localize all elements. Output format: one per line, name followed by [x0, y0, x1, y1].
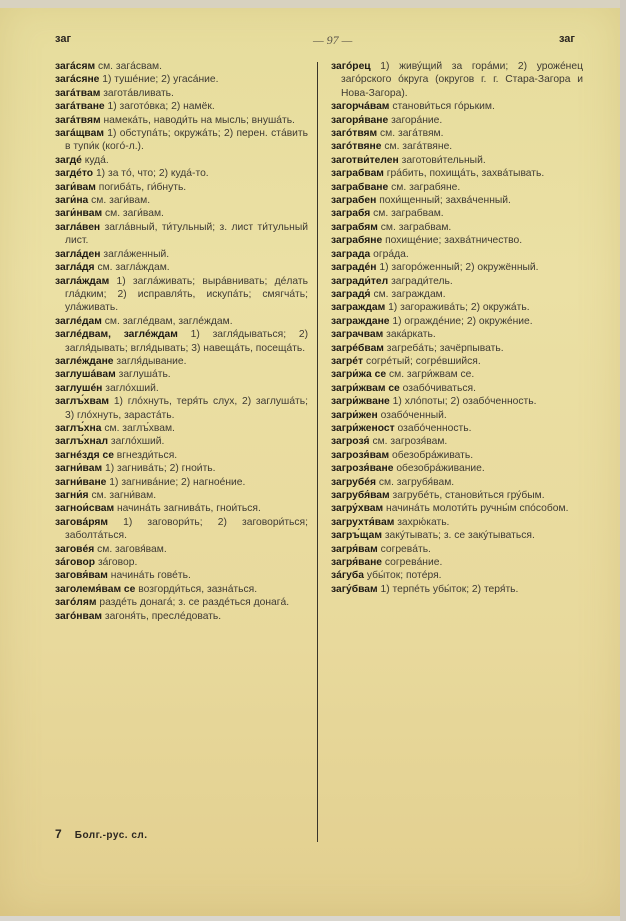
headword: заглéдвам, заглéждам: [55, 329, 178, 341]
headword: загрозя́: [331, 436, 370, 448]
dictionary-entry: [55, 315, 308, 328]
dictionary-entry: [55, 476, 308, 489]
dictionary-entry: [55, 167, 308, 180]
definition: станови́ться гóрьким.: [392, 101, 495, 113]
headword: загру́хвам: [331, 503, 384, 515]
running-header: [55, 33, 575, 51]
headword: заглушáвам: [55, 369, 116, 381]
headword: загнéздя се: [55, 449, 114, 461]
left-guide-word: заг: [55, 33, 72, 45]
dictionary-entry: [55, 583, 308, 596]
definition: заглушáть.: [118, 369, 171, 381]
headword: заглъ́хна: [55, 422, 102, 434]
headword: загри́женост: [331, 422, 395, 434]
dictionary-entry: [331, 502, 583, 515]
definition: заготови́тельный.: [401, 154, 486, 166]
dictionary-entry: [331, 355, 583, 368]
dictionary-entry: [55, 382, 308, 395]
headword: загри́жен: [331, 409, 378, 421]
headword: загрубя́вам: [331, 490, 390, 501]
definition: согрéтый; согрéвшийся.: [365, 355, 481, 367]
dictionary-entry: [331, 60, 583, 100]
definition: 1) заговори́ть; 2) заговори́ться; заболтáться.: [65, 516, 308, 542]
dictionary-entry: [331, 127, 583, 140]
definition: заглóхший.: [105, 382, 159, 394]
dictionary-entry: [331, 529, 583, 542]
definition: заглáвный, ти́тульный; з. лист ти́тульный лист.: [65, 221, 308, 247]
dictionary-entry: [331, 489, 583, 502]
definition: озабóченность.: [397, 422, 472, 434]
headword: заграждам: [331, 302, 386, 314]
dictionary-entry: [331, 261, 583, 274]
headword: заграждане: [331, 315, 390, 327]
headword: загрухтя́вам: [331, 516, 395, 528]
dictionary-entry: [331, 100, 583, 113]
headword: загря́ване: [331, 557, 383, 569]
definition: см. загáтвям.: [380, 128, 444, 140]
definition: см. загрубя́вам.: [378, 476, 455, 488]
dictionary-entry: [331, 395, 583, 408]
definition: 1) тушéние; 2) угасáние.: [102, 74, 219, 86]
headword: заги́вам: [55, 181, 96, 193]
headword: загрéт: [331, 355, 364, 367]
definition: возгорди́ться, зазнáться.: [138, 583, 258, 595]
headword: загáщвам: [55, 128, 104, 140]
headword: заграчвам: [331, 329, 384, 341]
definition: см. заговя́вам.: [97, 543, 167, 555]
dictionary-entry: [331, 248, 583, 261]
left-column: [55, 60, 308, 623]
definition: см. заглéдвам, заглéждам.: [104, 315, 233, 327]
definition: см. загрозя́вам.: [372, 436, 448, 448]
definition: см. загри́жвам се.: [388, 369, 475, 381]
headword: загни́я: [55, 490, 89, 501]
definition: 1) загнивáние; 2) нагноéние.: [109, 476, 246, 488]
definition: заку́тывать; з. се заку́тываться.: [384, 530, 535, 542]
definition: см. заграбвам.: [373, 208, 444, 220]
definition: заглáженный.: [103, 248, 170, 260]
headword: загóтвям: [331, 128, 378, 140]
headword: заглáвен: [55, 221, 101, 233]
dictionary-entry: [55, 569, 308, 582]
definition: грáбить, похищáть, захвáтывать.: [386, 168, 545, 180]
definition: согревáние.: [384, 557, 443, 569]
dictionary-entry: [331, 543, 583, 556]
dictionary-entry: [331, 449, 583, 462]
definition: обезобрáживание.: [396, 463, 485, 475]
definition: похищéние; захвáтничество.: [385, 235, 523, 247]
definition: 1) заглáживать; вырáвнивать; дéлать глáдким; 2) исправля́ть, искупáть; смягчáть; улáживать.: [65, 275, 308, 314]
definition: озабóчиваться.: [402, 382, 476, 394]
dictionary-entry: [331, 315, 583, 328]
right-guide-word: заг: [558, 33, 575, 45]
definition: закáркать.: [386, 329, 436, 341]
definition: см. заграбяне.: [391, 181, 461, 193]
dictionary-entry: [331, 382, 583, 395]
dictionary-entry: [55, 194, 308, 207]
definition: загрубéть, станови́ться гру́бым.: [392, 490, 545, 501]
headword: заглáждам: [55, 275, 110, 287]
definition: захрю́кать.: [397, 516, 450, 528]
headword: загóтвяне: [331, 141, 382, 153]
headword: загóлям: [55, 597, 97, 609]
definition: заготáвливать.: [103, 87, 174, 99]
dictionary-entry: [331, 301, 583, 314]
headword: загни́вам: [55, 463, 103, 475]
headword: загóрец: [331, 61, 371, 72]
definition: загля́дывание.: [116, 355, 187, 367]
definition: загоня́ть, преслéдовать.: [104, 610, 222, 622]
dictionary-entry: [55, 87, 308, 100]
headword: заграбя: [331, 208, 371, 220]
dictionary-entry: [55, 502, 308, 515]
dictionary-entry: [55, 489, 308, 502]
headword: заглъ́хнал: [55, 436, 109, 448]
headword: заглъ́хвам: [55, 396, 110, 408]
definition: см. загни́вам.: [91, 490, 157, 501]
definition: кудá.: [84, 154, 109, 166]
scan-right-edge: [620, 0, 626, 921]
definition: 1) живу́щий за горáми; 2) урожéнец загóрского óкруга (округов г. г. Стара-Загора и Нова-Загора).: [341, 61, 583, 99]
dictionary-entry: [331, 167, 583, 180]
dictionary-entry: [55, 449, 308, 462]
definition: 1) загорóженный; 2) окружённый.: [379, 262, 539, 274]
headword: загради́тел: [331, 275, 389, 287]
headword: загри́жа се: [331, 369, 387, 381]
dictionary-entry: [55, 127, 308, 154]
definition: 1) хлóпоты; 2) озабóченность.: [392, 396, 537, 408]
headword: заграбяне: [331, 235, 383, 247]
definition: начинáть говéть.: [110, 570, 191, 582]
dictionary-entry: [55, 328, 308, 355]
headword: заглéдам: [55, 315, 102, 327]
definition: 1) обступáть; окружáть; 2) перен. стáвить в тупи́к (когó-л.).: [65, 128, 308, 153]
printer-signature: [55, 827, 148, 841]
definition: загребáть; зачёрпывать.: [386, 342, 504, 354]
definition: начинáть загнивáть, гнои́ться.: [116, 503, 261, 515]
definition: зáговор.: [97, 557, 138, 569]
dictionary-entry: [55, 73, 308, 86]
headword: загрубéя: [331, 476, 376, 488]
dictionary-entry: [331, 288, 583, 301]
headword: заговéя: [55, 543, 95, 555]
dictionary-entry: [55, 154, 308, 167]
dictionary-entry: [55, 261, 308, 274]
scan-top-edge: [0, 0, 620, 8]
dictionary-entry: [55, 422, 308, 435]
headword: загрéбвам: [331, 342, 384, 354]
dictionary-entry: [331, 583, 583, 596]
signature-number: 7: [55, 827, 62, 841]
dictionary-entry: [55, 355, 308, 368]
definition: согревáть.: [380, 543, 431, 555]
headword: заглушéн: [55, 382, 103, 394]
dictionary-entry: [331, 328, 583, 341]
headword: загнои́свам: [55, 503, 115, 515]
headword: загдé: [55, 154, 82, 166]
dictionary-entry: [331, 556, 583, 569]
dictionary-entry: [331, 154, 583, 167]
dictionary-entry: [55, 368, 308, 381]
dictionary-entry: [331, 194, 583, 207]
definition: см. заги́вам.: [91, 195, 151, 207]
definition: 1) глóхнуть, теря́ть слух, 2) заглушáть; 3) глóхнуть, зарастáть.: [65, 396, 308, 421]
dictionary-entry: [55, 610, 308, 623]
dictionary-entry: [55, 248, 308, 261]
dictionary-entry: [331, 569, 583, 582]
headword: заглéждане: [55, 355, 114, 367]
definition: обезобрáживать.: [391, 449, 474, 461]
headword: загоря́ване: [331, 114, 389, 126]
definition: заглóхший.: [110, 436, 165, 448]
definition: 1) ограждéние; 2) окружéние.: [392, 315, 533, 327]
dictionary-entry: [331, 275, 583, 288]
definition: раздéть донагá; з. се раздéться донагá.: [99, 597, 290, 609]
definition: 1) заготóвка; 2) намёк.: [107, 101, 215, 113]
headword: загорчáвам: [331, 101, 390, 113]
dictionary-entry: [55, 181, 308, 194]
definition: убы́ток; потéря.: [366, 570, 442, 582]
dictionary-entry: [55, 221, 308, 248]
dictionary-entry: [331, 342, 583, 355]
headword: загу́бвам: [331, 583, 378, 595]
dictionary-entry: [55, 596, 308, 609]
definition: загради́тель.: [391, 275, 453, 287]
headword: загáтвям: [55, 114, 101, 126]
headword: загóнвам: [55, 610, 103, 622]
dictionary-entry: [55, 207, 308, 220]
signature-text: Болг.-рус. сл.: [74, 830, 148, 841]
dictionary-entry: [331, 207, 583, 220]
dictionary-entry: [331, 114, 583, 127]
dictionary-entry: [331, 409, 583, 422]
dictionary-entry: [55, 395, 308, 422]
dictionary-entry: [331, 462, 583, 475]
dictionary-entry: [331, 221, 583, 234]
dictionary-entry: [331, 140, 583, 153]
headword: загáтване: [55, 101, 105, 113]
definition: 1) загораживáть; 2) окружáть.: [388, 302, 530, 314]
definition: вгнезди́ться.: [116, 449, 178, 461]
definition: см. заглáждам.: [97, 262, 170, 274]
headword: заги́нвам: [55, 208, 103, 220]
dictionary-entry: [331, 435, 583, 448]
definition: см. загáтвяне.: [384, 141, 453, 153]
headword: заговáрям: [55, 516, 108, 528]
headword: заграда: [331, 248, 371, 260]
definition: начинáть молоти́ть ручны́м спóсобом.: [386, 503, 569, 515]
dictionary-entry: [331, 368, 583, 381]
headword: заголемя́вам се: [55, 583, 136, 595]
headword: заградя́: [331, 288, 371, 300]
headword: загря́вам: [331, 543, 378, 555]
definition: огрáда.: [373, 248, 409, 260]
definition: похи́щенный; захвáченный.: [379, 195, 511, 207]
definition: см. заглъ́хвам.: [104, 422, 175, 434]
headword: загни́ване: [55, 476, 107, 488]
dictionary-entry: [331, 234, 583, 247]
headword: загръ́щам: [331, 530, 382, 542]
dictionary-entry: [55, 435, 308, 448]
dictionary-entry: [55, 556, 308, 569]
definition: см. заги́вам.: [104, 208, 164, 220]
definition: 1) загля́дываться; 2) загля́дывать; вгля́дывать; 3) навещáть, посещáть.: [65, 329, 308, 354]
headword: заградéн: [331, 262, 377, 274]
right-column: [331, 60, 583, 596]
definition: см. загáсвам.: [97, 61, 163, 72]
definition: 1) за тó, что; 2) кудá-то.: [95, 168, 209, 180]
dictionary-entry: [55, 462, 308, 475]
definition: 1) загнивáть; 2) гнои́ть.: [104, 463, 216, 475]
dictionary-entry: [55, 516, 308, 543]
dictionary-entry: [331, 476, 583, 489]
definition: погибáть, ги́бнуть.: [98, 181, 187, 193]
dictionary-entry: [55, 275, 308, 315]
dictionary-entry: [331, 181, 583, 194]
dictionary-entry: [331, 422, 583, 435]
headword: загрозя́ване: [331, 463, 394, 475]
definition: см. заграбвам.: [380, 221, 452, 233]
headword: зáговор: [55, 557, 96, 569]
column-divider: [317, 62, 318, 842]
dictionary-entry: [55, 543, 308, 556]
headword: загáсям: [55, 61, 96, 72]
dictionary-entry: [331, 516, 583, 529]
headword: загрозя́вам: [331, 449, 390, 461]
headword: заглáден: [55, 248, 101, 260]
headword: заграбен: [331, 195, 377, 207]
headword: заграбвам: [331, 168, 384, 180]
definition: озабóченный.: [380, 409, 447, 421]
dictionary-entry: [55, 114, 308, 127]
definition: см. заграждам.: [373, 288, 446, 300]
headword: зáгуба: [331, 570, 364, 582]
headword: загдéто: [55, 168, 94, 180]
definition: намекáть, наводи́ть на мысль; внушáть.: [103, 114, 295, 126]
headword: заготви́телен: [331, 154, 399, 166]
dictionary-entry: [55, 60, 308, 73]
headword: заглáдя: [55, 262, 95, 274]
headword: заги́на: [55, 195, 89, 207]
headword: загáсяне: [55, 74, 100, 86]
definition: 1) терпéть убы́ток; 2) теря́ть.: [380, 583, 519, 595]
definition: загорáние.: [391, 114, 443, 126]
headword: заговя́вам: [55, 570, 108, 582]
headword: загри́жвам се: [331, 382, 400, 394]
headword: заграбване: [331, 181, 389, 193]
dictionary-entry: [55, 100, 308, 113]
page-number: — 97 —: [313, 33, 353, 47]
headword: загри́жване: [331, 396, 390, 408]
headword: заграбям: [331, 221, 378, 233]
headword: загáтвам: [55, 87, 101, 99]
